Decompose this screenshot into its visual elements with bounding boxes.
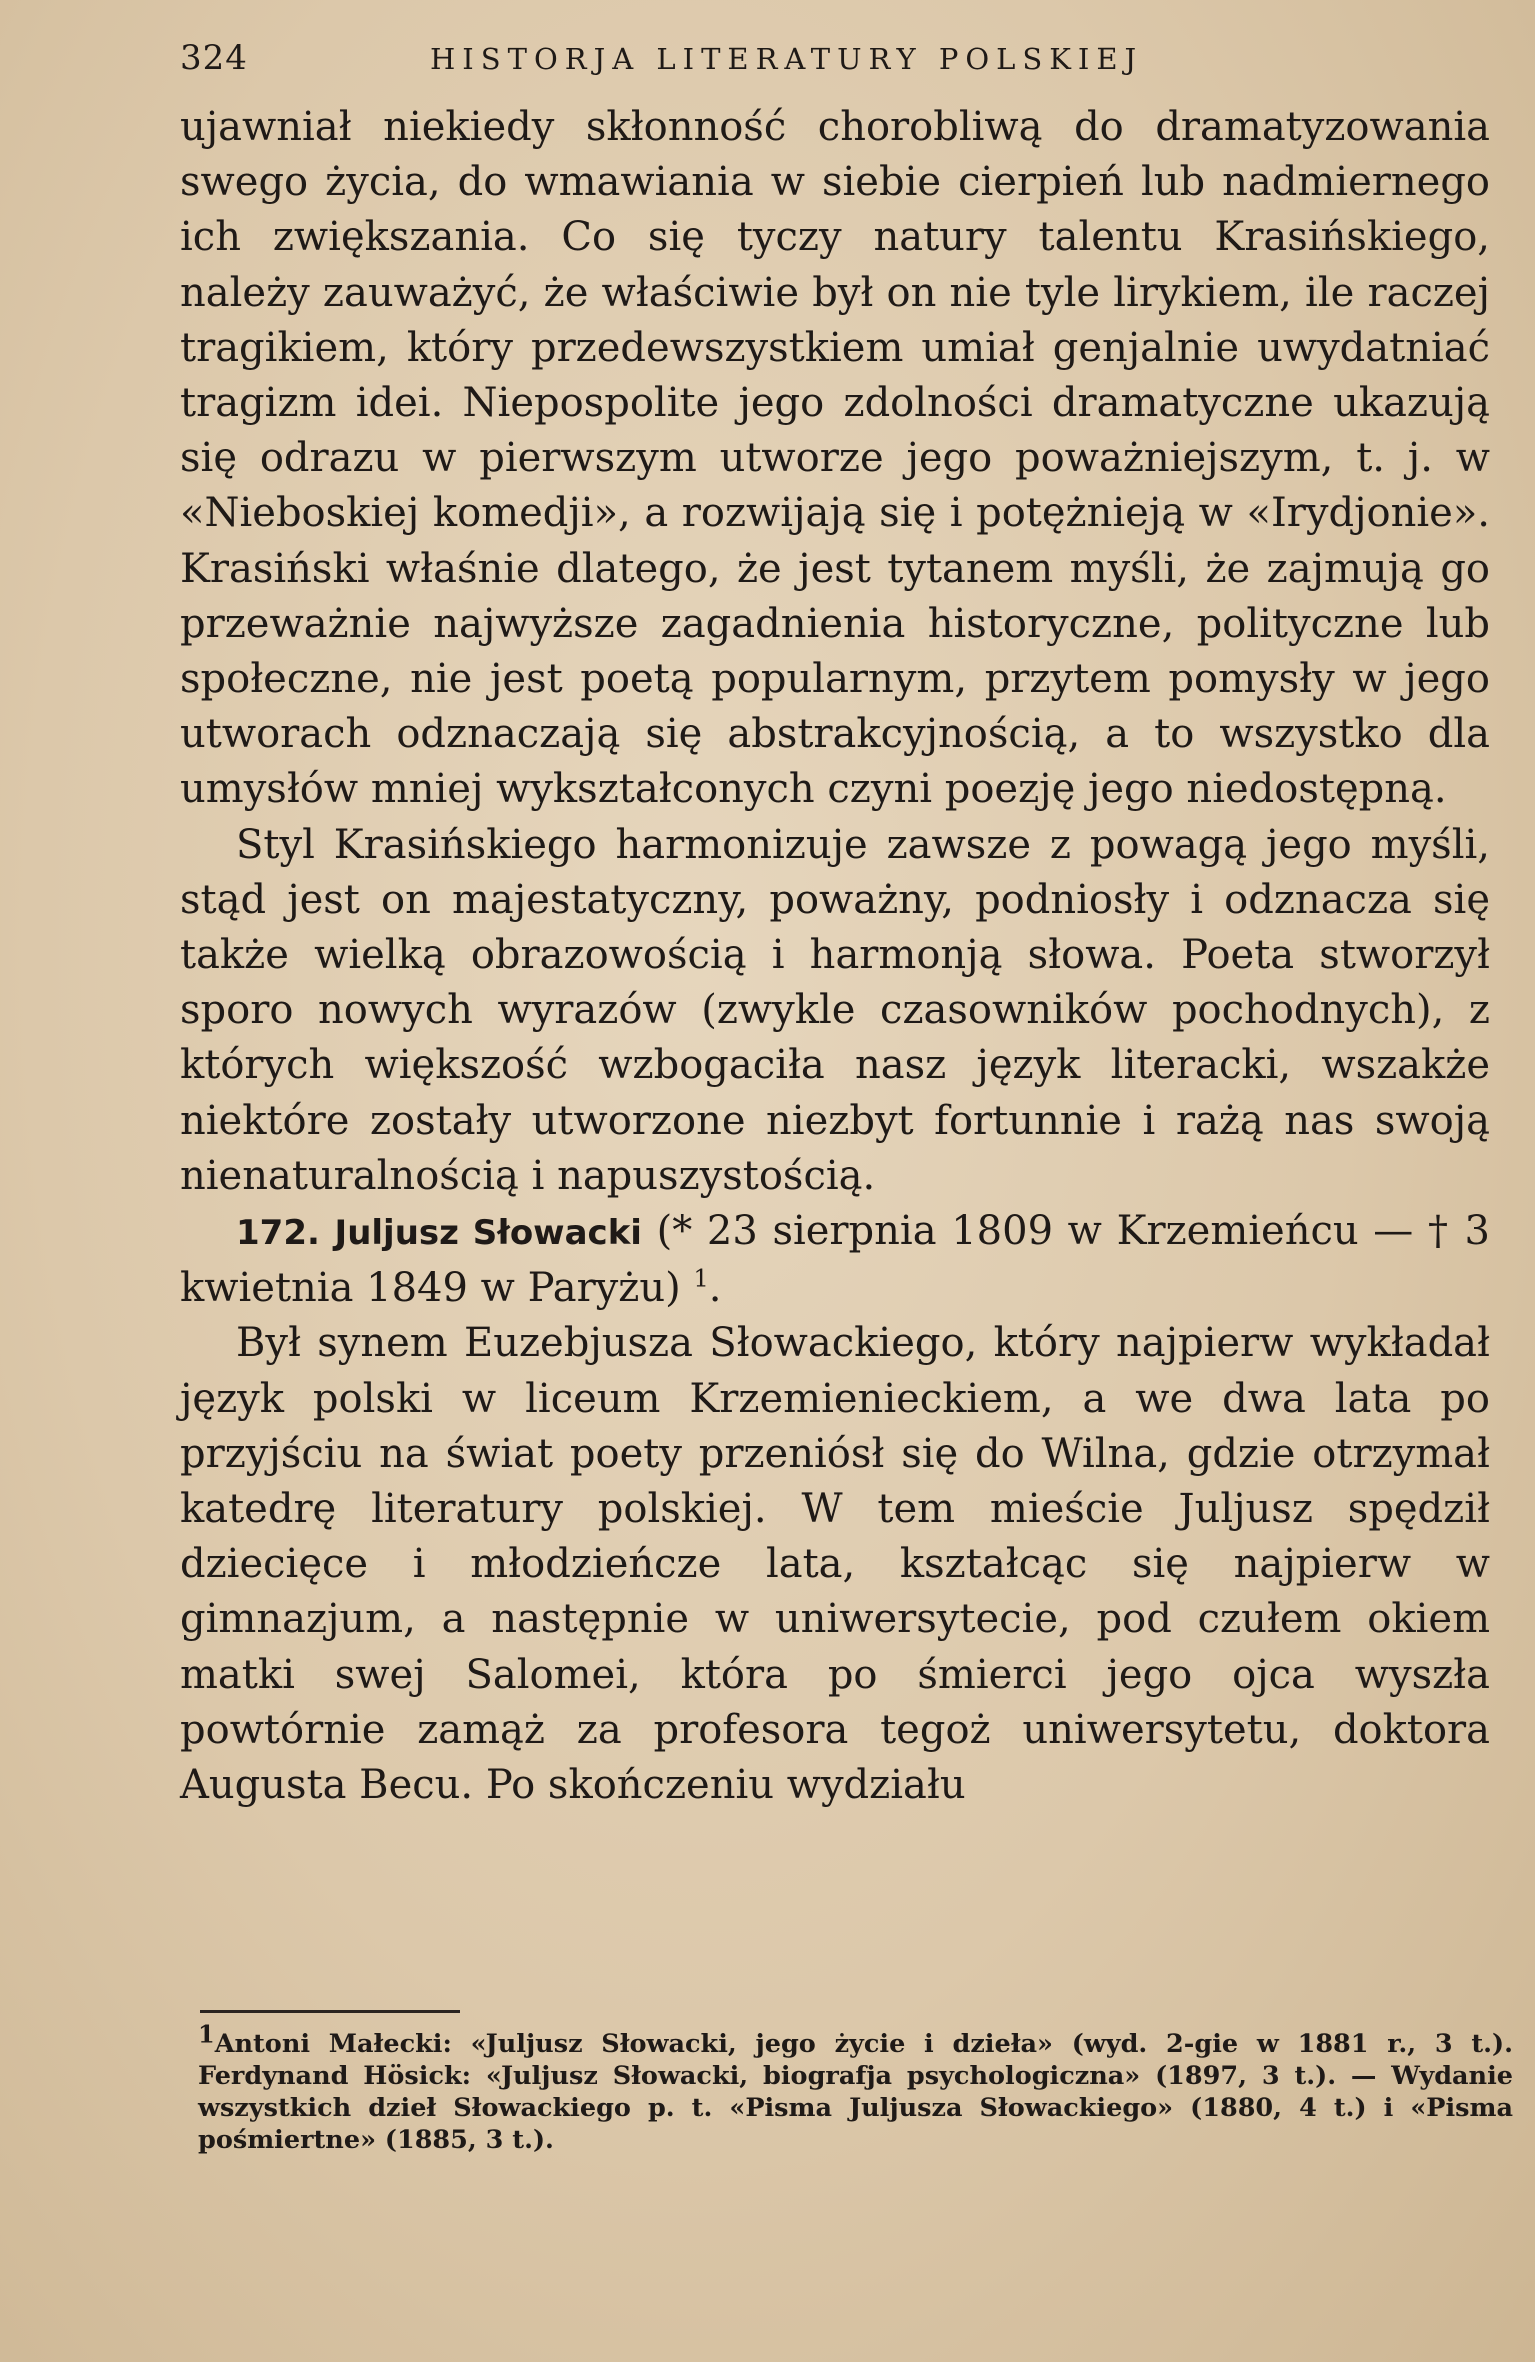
paragraph-1: ujawniał niekiedy skłonność chorobliwą do dramatyzowania swego życia, do wmawiania w siebie cierpień lub nadmiernego ich zwiększania. Co się tyczy natury talentu Krasińskiego, należy zauważyć, że właściwie był on nie tyle lirykiem, ile raczej tragikiem, który przedewszystkiem umiał genjalnie uwydatniać tragizm idei. Niepospolite jego zdolności dramatyczne ukazują się odrazu w pierwszym utworze jego poważniejszym, t. j. w «Nieboskiej komedji», a rozwijają się i potężnieją w «Irydjonie». Krasiński właśnie dlatego, że jest tytanem myśli, że zajmują go przeważnie najwyższe zagadnienia historyczne, polityczne lub społeczne, nie jest poetą popularnym, przytem pomysły w jego utworach odznaczają się abstrakcyjnością, a to wszystko dla umysłów mniej wykształconych czyni poezję jego niedostępną. <box>180 104 1490 813</box>
running-head: HISTORJA LITERATURY POLSKIEJ <box>430 42 1144 76</box>
footnote-divider <box>200 2010 460 2013</box>
page-header <box>180 28 1470 88</box>
footnote-reference: 1 <box>693 1264 709 1293</box>
footnote-text: Antoni Małecki: «Juljusz Słowacki, jego życie i dzieła» (wyd. 2-gie w 1881 r., 3 t.). Ferdynand Hösick: «Juljusz Słowacki, biografja psychologiczna» (1897, 3 t.). — Wydanie wszystkich dzieł Słowackiego p. t. «Pisma Juljusza Słowackiego» (1880, 4 t.) i «Pisma pośmiertne» (1885, 3 t.). <box>198 2029 1513 2155</box>
section-title: Juljusz Słowacki <box>334 1213 642 1254</box>
footnote-marker: 1 <box>198 2019 215 2049</box>
section-heading-end: . <box>708 1265 722 1312</box>
section-heading <box>180 1204 1490 1316</box>
footnote <box>198 2019 1513 2156</box>
page-number: 324 <box>180 38 248 78</box>
paragraph-2: Styl Krasińskiego harmonizuje zawsze z powagą jego myśli, stąd jest on majestatyczny, poważny, podniosły i odznacza się także wielką obrazowością i harmonją słowa. Poeta stworzył sporo nowych wyrazów (zwykle czasowników pochodnych), z których większość wzbogaciła nasz język literacki, wszakże niektóre zostały utworzone niezbyt fortunnie i rażą nas swoją nienaturalnością i napuszystością. <box>180 821 1490 1199</box>
main-text <box>180 100 1490 1813</box>
paragraph-3: Był synem Euzebjusza Słowackiego, który najpierw wykładał język polski w liceum Krzemienieckiem, a we dwa lata po przyjściu na świat poety przeniósł się do Wilna, gdzie otrzymał katedrę literatury polskiej. W tem mieście Juljusz spędził dziecięce i młodzieńcze lata, kształcąc się najpierw w gimnazjum, a następnie w uniwersytecie, pod czułem okiem matki swej Salomei, która po śmierci jego ojca wyszła powtórnie zamąż za profesora tegoż uniwersytetu, doktora Augusta Becu. Po skończeniu wydziału <box>180 1320 1490 1809</box>
section-number: 172. <box>236 1213 320 1254</box>
section-dates: (* 23 sierpnia 1809 w Krzemieńcu — † 3 kwietnia 1849 w Paryżu) <box>180 1208 1490 1312</box>
